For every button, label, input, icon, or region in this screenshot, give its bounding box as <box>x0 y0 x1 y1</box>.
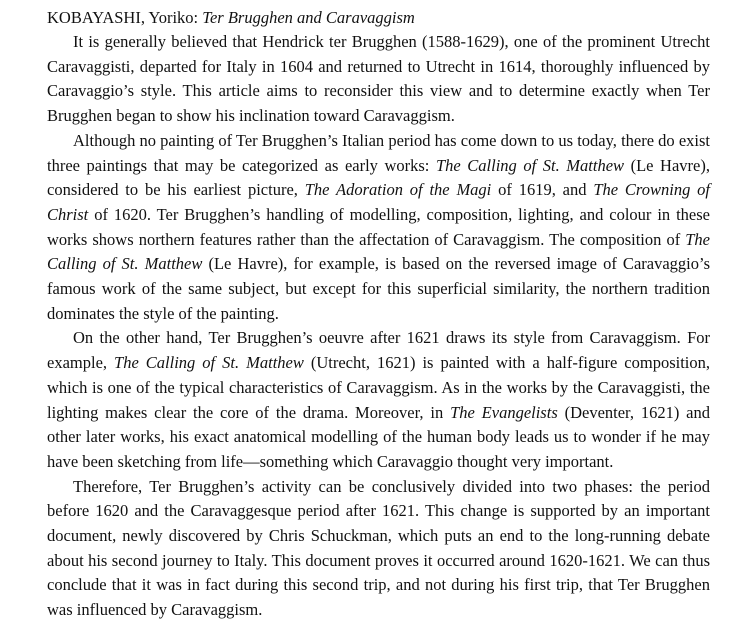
italic-title-run: The Evangelists <box>450 402 558 422</box>
article-author: KOBAYASHI, Yoriko: <box>47 8 203 27</box>
italic-title-run: The Adoration of the Magi <box>304 180 492 200</box>
article-title: Ter Brugghen and Caravaggism <box>202 8 415 27</box>
text-run: It is generally believed that Hendrick ter Brugghen (1588-1629), one of the prominent Utrecht Caravaggisti, departed for Italy in 1604 and returned to Utrecht in 1614, thoroughly influenced by Caravaggio’s style. This article aims to reconsider this view and to determine exactly when Ter Brugghen began to show his inclination toward Caravaggism. <box>47 32 710 126</box>
text-run: (Deventer, 1621) and other later works, his exact anatomical modelling of the human body leads us to wonder if he may have been sketching from life—something which Caravaggio thought very important. <box>47 402 711 471</box>
text-run: Therefore, Ter Brugghen’s activity can be conclusively divided into two phases: the period before 1620 and the Caravaggesque period after 1621. This change is supported by an important document, newly discovered by Chris Schuckman, which puts an end to the long-running debate about his second journey to Italy. This document proves it occurred around 1620-1621. We can thus conclude that it was in fact during this second trip, and not during his first trip, that Ter Brugghen was influenced by Caravaggism. <box>47 476 710 620</box>
article-body <box>47 30 710 623</box>
italic-title-run: The Crowning of Christ <box>47 180 710 224</box>
article-heading <box>47 6 415 31</box>
text-run: (Le Havre), for example, is based on the reversed image of Caravaggio’s famous work of the same subject, but except for this superficial similarity, the northern tradition dominates the style of the painting. <box>47 254 710 323</box>
text-run: Although no painting of Ter Brugghen’s Italian period has come down to us today, there do exist three paintings that may be categorized as early works: <box>47 130 710 175</box>
paragraph <box>47 30 710 129</box>
text-run: (Le Havre), considered to be his earliest picture, <box>47 155 710 200</box>
paragraph <box>47 475 710 623</box>
text-run: of 1620. Ter Brugghen’s handling of modelling, composition, lighting, and colour in these works shows northern features rather than the affectation of Caravaggism. The composition of <box>47 204 710 249</box>
paragraph <box>47 326 710 474</box>
paragraph <box>47 129 710 327</box>
italic-title-run: The Calling of St. Matthew <box>47 229 710 274</box>
italic-title-run: The Calling of St. Matthew <box>114 353 304 373</box>
text-run: On the other hand, Ter Brugghen’s oeuvre after 1621 draws its style from Caravaggism. For example, <box>47 328 710 373</box>
text-run: (Utrecht, 1621) is painted with a half-figure composition, which is one of the typical characteristics of Caravaggism. As in the works by the Caravaggisti, the lighting makes clear the core of the drama. Moreover, in <box>47 353 710 422</box>
text-run: of 1619, and <box>491 180 594 200</box>
italic-title-run: The Calling of St. Matthew <box>435 155 625 175</box>
